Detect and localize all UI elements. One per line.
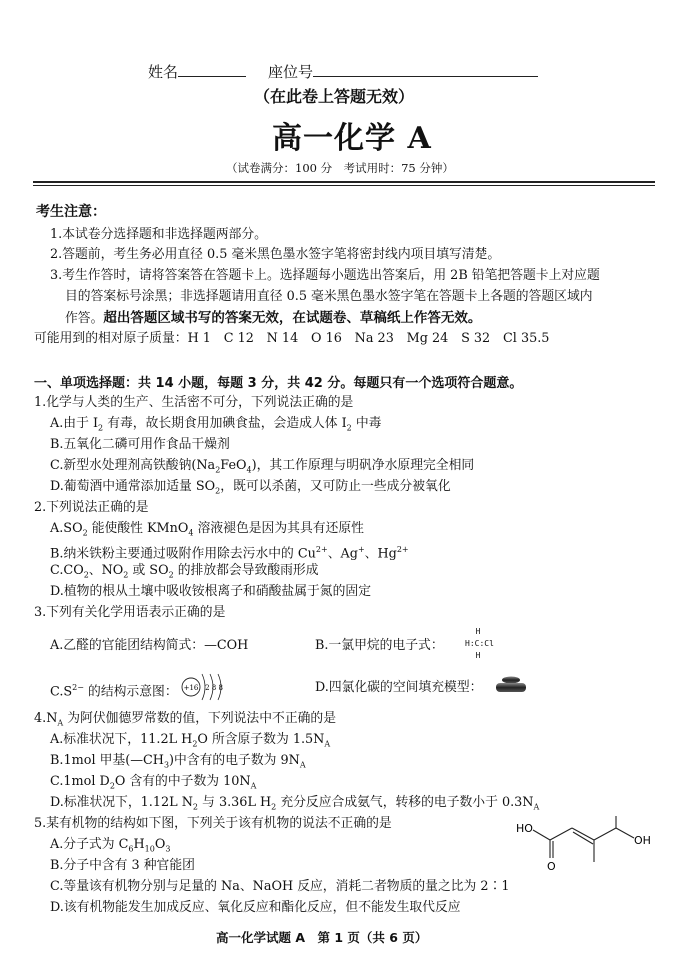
- q2-option-a: [50, 520, 364, 543]
- q5-a-sub3: 3: [165, 844, 171, 854]
- bond-ho-c1: [533, 830, 550, 840]
- q4-c-sub1: 2: [109, 781, 115, 791]
- q5-a-sub2: 10: [144, 844, 155, 854]
- q4-a-sub2: A: [324, 739, 331, 749]
- q4-option-d: [50, 794, 539, 817]
- q4-b-part1: B.1mol 甲基(—CH: [50, 753, 164, 768]
- q1-c-part1: C.新型水处理剂高铁酸钠(Na: [50, 458, 216, 473]
- q3-option-a: A.乙醛的官能团结构简式：—COH: [50, 638, 249, 653]
- q1-a-part2: 有毒，故长期食用加碘食盐，会造成人体 I: [103, 416, 347, 431]
- q5-stem: 5.某有机物的结构如下图，下列关于该有机物的说法不正确的是: [34, 816, 392, 831]
- instruction-2: 2.答题前，考生务必用直径 0.5 毫米黑色墨水签字笔将密封线内项目填写清楚。: [50, 247, 501, 262]
- section-heading: 一、单项选择题：共 14 小题，每题 3 分，共 42 分。每题只有一个选项符合题意。: [34, 376, 523, 391]
- q3-stem: 3.下列有关化学用语表示正确的是: [34, 605, 226, 620]
- q1-a-part1: A.由于 I: [50, 416, 99, 431]
- q4-b-sub2: A: [299, 760, 306, 770]
- q4-stem: [34, 710, 336, 733]
- seat-label: [268, 61, 538, 82]
- sulfide-ion-structure-diagram: [180, 668, 232, 702]
- bond-c4-oh: [616, 828, 634, 838]
- q4-a-sub1: 2: [192, 739, 198, 749]
- seat-label-text: 座位号: [268, 63, 314, 81]
- label-oh: OH: [634, 834, 651, 847]
- q1-c-sub1: 2: [215, 465, 221, 475]
- q3-option-d: D.四氯化碳的空间填充模型：: [315, 680, 483, 695]
- q4-option-c: [50, 773, 256, 796]
- bond-c3-c4: [594, 828, 616, 840]
- q2-c-sub2: 2: [123, 570, 129, 580]
- instruction-3-line1: 3.考生作答时，请将答案答在答题卡上。选择题每小题选出答案后，用 2B 铅笔把答题卡上对应题: [50, 268, 600, 283]
- q2-b-sup3: 2+: [396, 545, 409, 554]
- invalid-notice: （在此卷上答题无效）: [254, 87, 415, 106]
- q5-a-sub1: 6: [128, 844, 134, 854]
- q4-option-b: [50, 752, 306, 775]
- q4-a-part2: O 所含原子数为 1.5N: [197, 732, 325, 747]
- q4-c-part1: C.1mol D: [50, 774, 110, 789]
- q5-option-a: [50, 836, 170, 859]
- q2-a-sub1: 2: [82, 528, 88, 538]
- model-top-atom: [502, 677, 520, 684]
- q2-c-part3: 或 SO: [128, 563, 169, 578]
- q1-d-part1: D.葡萄酒中通常添加适量 SO: [50, 479, 216, 494]
- q1-c-part2: FeO: [220, 458, 247, 473]
- q2-b-sup1: 2+: [315, 545, 328, 554]
- name-label: [148, 61, 246, 82]
- ccl4-space-filling-model: [493, 674, 529, 696]
- q3-c-part2: 的结构示意图：: [83, 684, 178, 700]
- q3-option-c: [50, 679, 178, 701]
- q4-d-part2: 与 3.36L H: [198, 795, 272, 810]
- model-body: [496, 683, 526, 692]
- lewis-middle: H:C:Cl: [465, 639, 494, 648]
- q2-a-part2: 能使酸性 KMnO: [87, 521, 189, 536]
- q4-option-a: [50, 731, 330, 754]
- q2-a-sub2: 4: [188, 528, 194, 538]
- q2-c-part1: C.CO: [50, 563, 84, 578]
- q1-option-d: [50, 478, 451, 501]
- q4-a-part1: A.标准状况下，11.2L H: [50, 732, 193, 747]
- q2-b-part3: 、Hg: [364, 546, 397, 562]
- page-footer: 高一化学试题 A 第 1 页（共 6 页）: [216, 930, 428, 945]
- q5-a-part1: A.分子式为 C: [50, 837, 129, 852]
- q2-option-b: [50, 541, 409, 563]
- q1-option-c: [50, 457, 474, 480]
- q2-option-d: D.植物的根从土壤中吸收铵根离子和硝酸盐属于氮的固定: [50, 584, 371, 599]
- q1-option-b: B.五氧化二磷可用作食品干燥剂: [50, 437, 230, 452]
- instruction-3-normal: 作答。: [65, 311, 104, 326]
- q1-stem: 1.化学与人类的生产、生活密不可分，下列说法正确的是: [34, 395, 354, 410]
- q4-d-sub1: 2: [192, 802, 199, 812]
- instruction-1: 1.本试卷分选择题和非选择题两部分。: [50, 227, 267, 242]
- label-carbonyl-o: O: [547, 860, 556, 873]
- q4-d-part1: D.标准状况下，1.12L N: [50, 795, 193, 810]
- q3-c-part1: C.S: [50, 684, 73, 700]
- q2-stem: 2.下列说法正确的是: [34, 500, 149, 515]
- q4-d-part3: 充分反应合成氨气，转移的电子数小于 0.3N: [276, 795, 534, 810]
- q1-a-sub2: 2: [346, 423, 352, 433]
- q1-c-part3: )，其工作原理与明矾净水原理完全相同: [251, 458, 475, 473]
- q5-option-b: B.分子中含有 3 种官能团: [50, 858, 195, 873]
- q4-b-sub1: 3: [163, 760, 170, 770]
- name-label-text: 姓名: [148, 63, 179, 81]
- q2-c-sub3: 2: [168, 570, 174, 580]
- header-rule-thick: [33, 181, 655, 183]
- q4-stem-sub: A: [57, 718, 64, 728]
- header-rule-thin: [33, 185, 655, 186]
- q4-d-sub3: A: [533, 802, 540, 812]
- q5-a-part2: H: [133, 837, 145, 852]
- bond-c1-c2: [550, 828, 572, 840]
- name-field[interactable]: [178, 62, 246, 77]
- atomic-masses: 可能用到的相对原子质量：H 1 C 12 N 14 O 16 Na 23 Mg 24 S 32 Cl 35.5: [34, 331, 550, 346]
- q1-a-part3: 中毒: [351, 416, 382, 431]
- q2-c-sub1: 2: [83, 570, 89, 580]
- instructions-heading: 考生注意：: [36, 204, 106, 220]
- q2-a-part1: A.SO: [50, 521, 83, 536]
- q5-option-c: C.等量该有机物分别与足量的 Na、NaOH 反应，消耗二者物质的量之比为 2∶1: [50, 879, 510, 894]
- q5-a-part3: O: [154, 837, 166, 852]
- q1-c-sub2: 4: [246, 465, 252, 475]
- q3-b-text: B.一氯甲烷的电子式：: [315, 638, 444, 653]
- q4-c-sub2: A: [250, 781, 257, 791]
- q4-stem-part2: 为阿伏伽德罗常数的值，下列说法中不正确的是: [63, 711, 337, 726]
- q2-b-sup2: +: [357, 545, 365, 554]
- q1-d-sub1: 2: [215, 486, 221, 496]
- exam-subtitle: （试卷满分：100 分 考试用时：75 分钟）: [226, 161, 454, 175]
- q4-d-sub2: 2: [271, 802, 277, 812]
- q1-d-part2: ，既可以杀菌，又可防止一些成分被氧化: [220, 479, 451, 494]
- q3-option-b: [315, 637, 444, 655]
- q1-a-sub1: 2: [98, 423, 104, 433]
- q1-option-a: [50, 415, 381, 438]
- q4-c-part2: O 含有的中子数为 10N: [114, 774, 251, 789]
- label-ho: HO: [516, 822, 533, 835]
- page-title: 高一化学 A: [272, 121, 432, 156]
- shell-electrons: 2 8 8: [205, 684, 223, 692]
- skeletal-bonds: [533, 816, 634, 862]
- seat-field[interactable]: [313, 62, 538, 77]
- q2-b-part2: 、Ag: [327, 546, 358, 562]
- q2-c-part2: 、NO: [88, 563, 124, 578]
- q2-c-part4: 的排放都会导致酸雨形成: [173, 563, 319, 578]
- instruction-3-line3: [65, 309, 481, 328]
- lewis-bottom-h: H: [475, 651, 481, 660]
- q2-option-c: [50, 562, 319, 585]
- q3-c-sup1: 2−: [72, 683, 84, 692]
- nucleus-charge: +16: [183, 684, 199, 692]
- q4-stem-part1: 4.N: [34, 711, 58, 726]
- instruction-3-line2: 目的答案标号涂黑；非选择题请用直径 0.5 毫米黑色墨水签字笔在答题卡上各题的答题区域内: [65, 289, 593, 304]
- q4-b-part2: )中含有的电子数为 9N: [169, 753, 300, 768]
- lewis-top-h: H: [475, 627, 481, 636]
- instruction-3-warning: 超出答题区域书写的答案无效，在试题卷、草稿纸上作答无效。: [103, 310, 482, 326]
- q5-option-d: D.该有机物能发生加成反应、氧化反应和酯化反应，但不能发生取代反应: [50, 900, 461, 915]
- q2-a-part3: 溶液褪色是因为其具有还原性: [193, 521, 364, 536]
- q2-b-part1: B.纳米铁粉主要通过吸附作用除去污水中的 Cu: [50, 546, 316, 562]
- chloromethane-electron-formula: [465, 626, 494, 664]
- organic-structure-diagram: [500, 812, 660, 882]
